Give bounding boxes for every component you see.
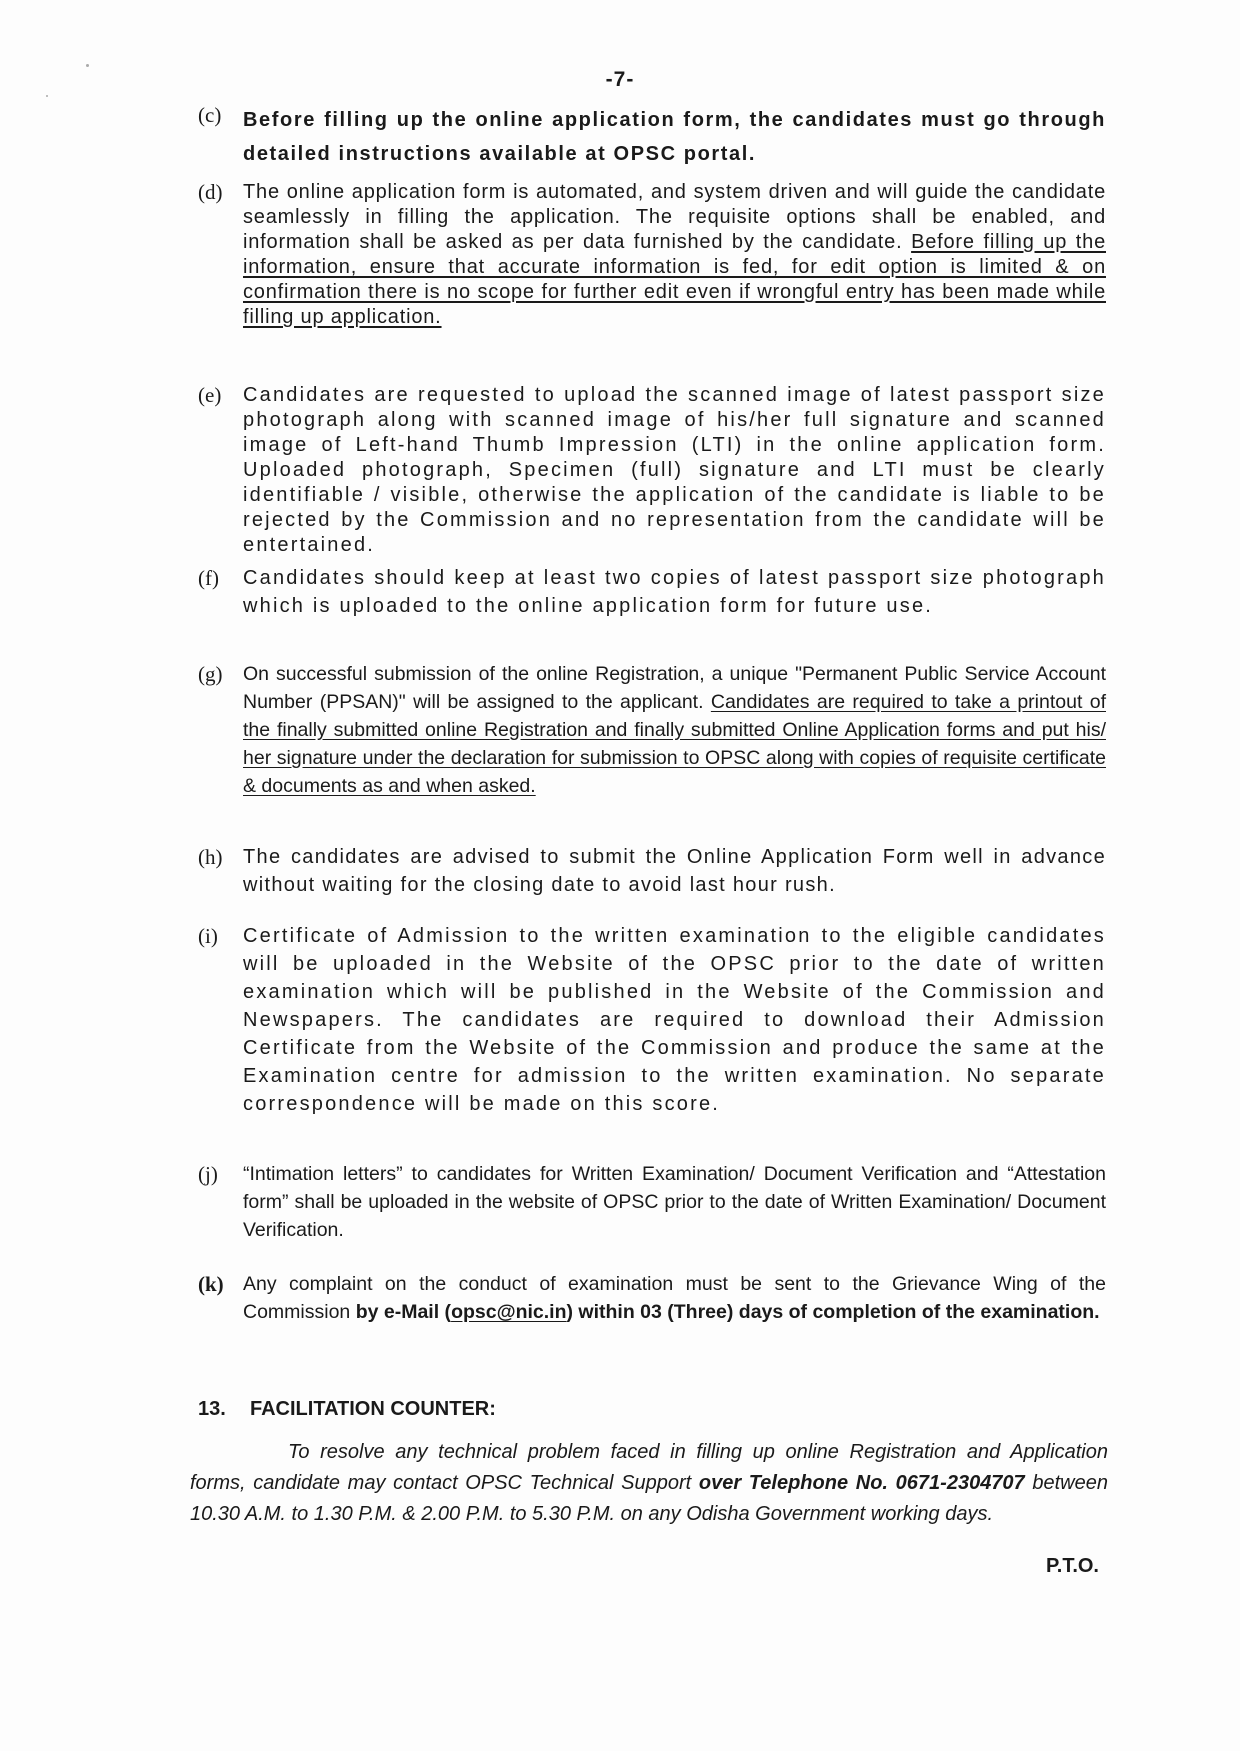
item-label: (i) <box>198 924 218 948</box>
item-label: (h) <box>198 845 223 869</box>
item-label: (g) <box>198 662 223 686</box>
item-label: (e) <box>198 383 222 407</box>
item-text: On successful submission of the online Registration, a unique "Permanent Public Service Account Number (PPSAN)" will be assigned to the applicant. <box>243 663 1106 713</box>
section-number: 13. <box>198 1398 226 1420</box>
scan-speck <box>86 64 89 67</box>
item-label: (d) <box>198 180 223 204</box>
item-underlined-text: Candidates are required to take a printout of the finally submitted online Registration and finally submitted Online Application forms and put his/ her signature under the declaration for submission to OPSC along with copies of requisite certificate & documents as and when asked. <box>243 691 1106 797</box>
scan-speck <box>46 95 48 97</box>
item-d <box>198 180 1106 330</box>
paragraph-text: To resolve any technical problem faced in filling up online Registration and Application forms, candidate may contact OPSC Technical Support <box>190 1441 1108 1494</box>
item-bold-text: by e-Mail ( <box>355 1301 452 1323</box>
item-h <box>198 843 1106 899</box>
item-i <box>198 922 1106 1118</box>
item-text: Certificate of Admission to the written examination to the eligible candidates will be uploaded in the Website of the OPSC prior to the date of written examination which will be published in the Website of the Commission and Newspapers. The candidates are required to download their Admission Certificate from the Website of the Commission and produce the same at the Examination centre for admission to the written examination. No separate correspondence will be made on this score. <box>243 925 1106 1115</box>
item-text: Candidates are requested to upload the scanned image of latest passport size photograph along with scanned image of his/her full signature and scanned image of Left-hand Thumb Impression (LTI) in the online application form. Uploaded photograph, Specimen (full) signature and LTI must be clearly identifiable / visible, otherwise the application of the candidate is liable to be rejected by the Commission and no representation from the candidate will be entertained. <box>243 384 1106 556</box>
item-text: Candidates should keep at least two copies of latest passport size photograph which is uploaded to the online application form for future use. <box>243 567 1106 617</box>
section-13-heading <box>198 1398 496 1421</box>
item-j <box>198 1160 1106 1244</box>
item-text: “Intimation letters” to candidates for Written Examination/ Document Verification and “Attestation form” shall be uploaded in the website of OPSC prior to the date of Written Examination/ Document Verification. <box>243 1163 1106 1241</box>
email-link[interactable]: opsc@nic.in <box>451 1301 567 1323</box>
item-text: Any complaint on the conduct of examination must be sent to the Grievance Wing of the Commission <box>243 1273 1106 1323</box>
item-e <box>198 383 1106 558</box>
item-c <box>198 103 1106 171</box>
item-text: The candidates are advised to submit the Online Application Form well in advance without waiting for the closing date to avoid last hour rush. <box>243 846 1106 896</box>
item-f <box>198 564 1106 620</box>
section-13-paragraph <box>190 1437 1108 1530</box>
item-label: (c) <box>198 103 222 127</box>
item-g <box>198 660 1106 800</box>
telephone-number: over Telephone No. 0671-2304707 <box>698 1472 1025 1494</box>
item-k <box>198 1270 1106 1326</box>
item-label: (j) <box>198 1162 218 1186</box>
item-label: (k) <box>198 1272 224 1296</box>
section-title: FACILITATION COUNTER: <box>250 1398 496 1420</box>
item-underlined-text: Before filling up the information, ensure that accurate information is fed, for edit option is limited & on confirmation there is no scope for further edit even if wrongful entry has been made while filling up application. <box>243 231 1106 328</box>
page-number: -7- <box>605 68 635 91</box>
item-label: (f) <box>198 566 219 590</box>
pto-marker: P.T.O. <box>1046 1555 1099 1577</box>
item-bold-text: ) within 03 (Three) days of completion of the examination. <box>566 1301 1100 1323</box>
item-text: The online application form is automated, and system driven and will guide the candidate seamlessly in filling the application. The requisite options shall be enabled, and information shall be asked as per data furnished by the candidate. <box>243 181 1106 253</box>
item-text: Before filling up the online application form, the candidates must go through detailed instructions available at OPSC portal. <box>243 109 1106 165</box>
paragraph-text: between 10.30 A.M. to 1.30 P.M. & 2.00 P.M. to 5.30 P.M. on any Odisha Government working days. <box>190 1472 1108 1525</box>
